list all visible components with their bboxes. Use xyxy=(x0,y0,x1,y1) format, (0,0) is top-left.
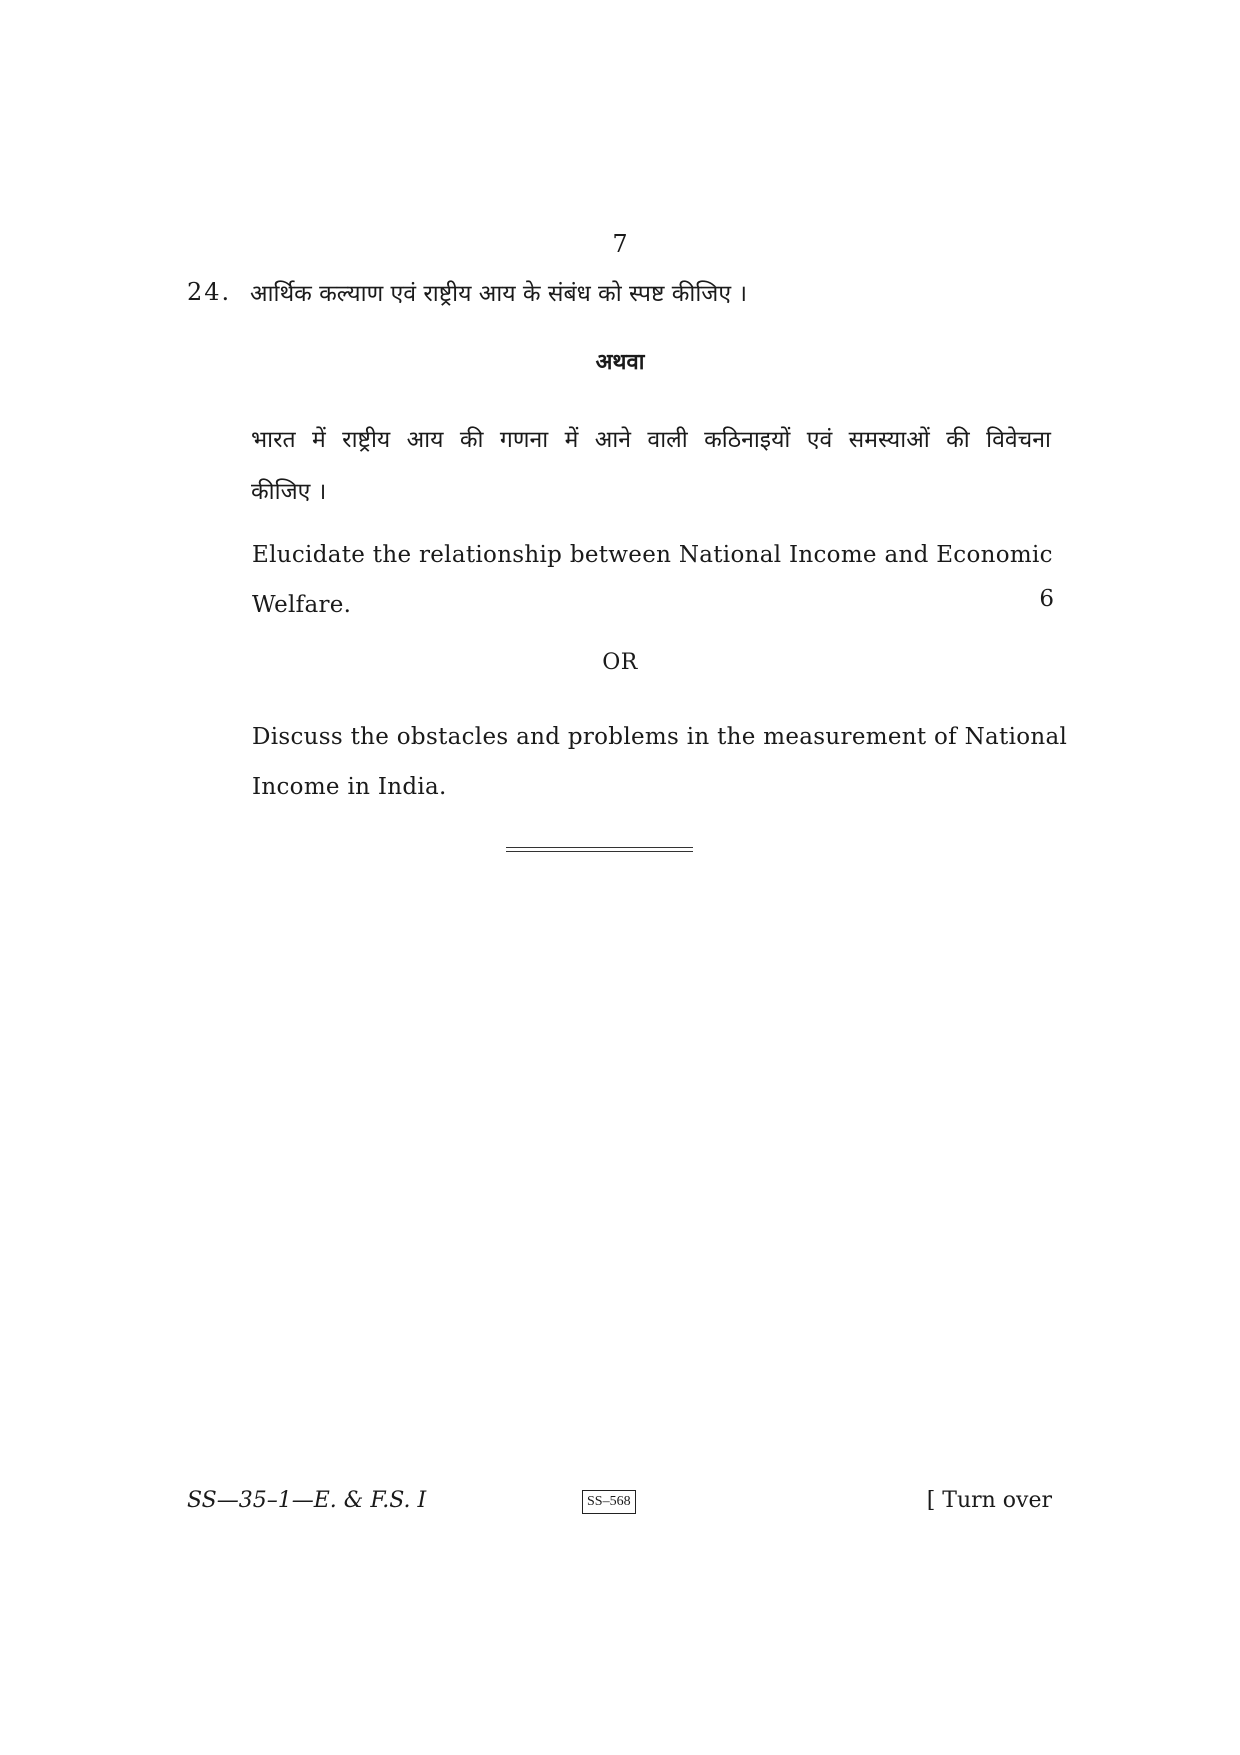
alternative-question-hindi xyxy=(251,414,1051,518)
alternative-question-english xyxy=(252,712,1068,812)
alternative-question-hindi-line-2: कीजिए । xyxy=(251,479,327,505)
footer-paper-code: SS—35–1—E. & F.S. I xyxy=(187,1488,427,1513)
question-number: 24. xyxy=(187,278,232,306)
footer-box-code: SS–568 xyxy=(582,1490,636,1514)
alternative-question-english-line-2: Income in India. xyxy=(252,774,447,800)
question-text-english-line-2: Welfare. xyxy=(252,592,352,618)
question-text-hindi: आर्थिक कल्याण एवं राष्ट्रीय आय के संबंध को स्पष्ट कीजिए । xyxy=(250,281,748,307)
question-text-english xyxy=(252,530,1052,630)
footer-turn-over: [ Turn over xyxy=(926,1488,1052,1513)
end-of-paper-rule xyxy=(506,847,693,852)
question-text-english-line-1: Elucidate the relationship between National Income and Economic xyxy=(252,542,1053,568)
alternative-question-english-line-1: Discuss the obstacles and problems in the measurement of National xyxy=(252,724,1068,750)
or-divider-hindi: अथवा xyxy=(595,349,645,375)
alternative-question-hindi-line-1: भारत में राष्ट्रीय आय की गणना में आने वाली कठिनाइयों एवं समस्याओं की विवेचना xyxy=(251,427,1051,453)
question-marks: 6 xyxy=(1039,586,1054,612)
or-divider-english: OR xyxy=(602,650,638,675)
page-number: 7 xyxy=(612,230,628,258)
